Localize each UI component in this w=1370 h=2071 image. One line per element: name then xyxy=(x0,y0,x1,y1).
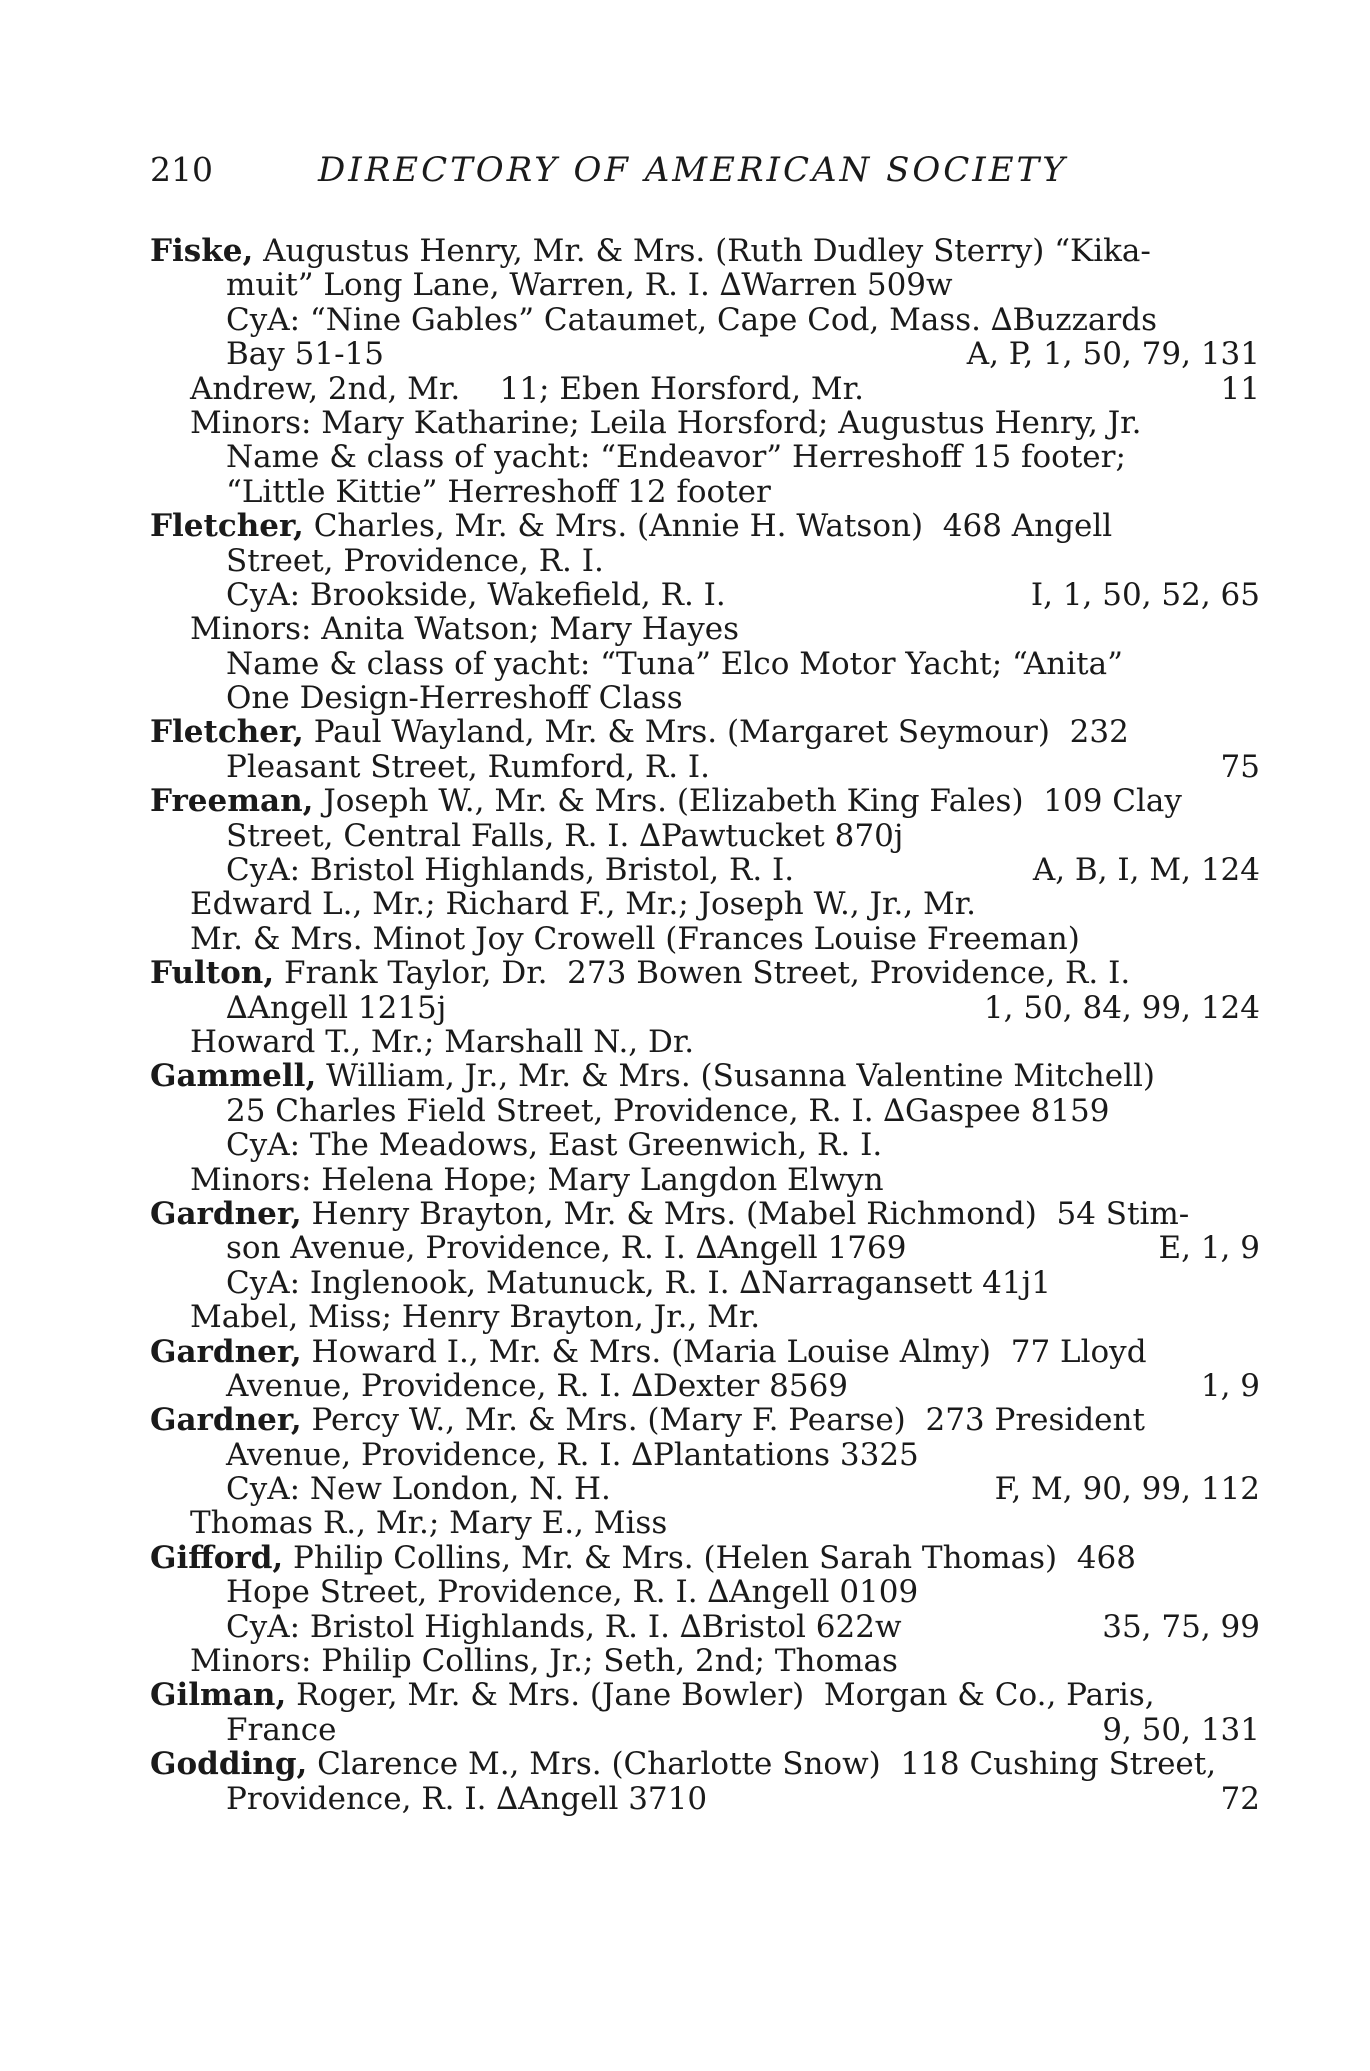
entry-text: Clarence M., Mrs. (Charlotte Snow) 118 Cushing Street, xyxy=(307,1746,1217,1783)
club-codes: F, M, 90, 99, 112 xyxy=(994,1471,1260,1508)
entry-text: Howard I., Mr. & Mrs. (Maria Louise Almy) 77 Lloyd xyxy=(301,1333,1147,1370)
entry-text: Avenue, Providence, R. I. ∆Plantations 3325 xyxy=(226,1436,919,1473)
entry-text: Thomas R., Mr.; Mary E., Miss xyxy=(190,1505,668,1542)
entry-line xyxy=(150,715,1260,749)
directory-entry xyxy=(150,234,1260,509)
entry-surname: Gammell, xyxy=(150,1058,317,1095)
page-header xyxy=(150,150,1260,194)
entry-text: Augustus Henry, Mr. & Mrs. (Ruth Dudley Sterry) “Kika- xyxy=(253,233,1151,269)
entry-surname: Gilman, xyxy=(150,1677,287,1714)
entry-text: ∆Angell 1215j xyxy=(226,989,447,1026)
entry-text: Howard T., Mr.; Marshall N., Dr. xyxy=(190,1023,695,1060)
entry-line xyxy=(150,887,1260,921)
entry-text: France xyxy=(226,1711,337,1748)
entry-surname: Gifford, xyxy=(150,1539,284,1576)
entry-line xyxy=(150,922,1260,956)
entry-line xyxy=(150,853,1260,887)
entry-line xyxy=(150,819,1260,853)
entry-text: Paul Wayland, Mr. & Mrs. (Margaret Seymour) 232 xyxy=(303,714,1129,751)
entry-line xyxy=(150,956,1260,990)
entry-line xyxy=(150,337,1260,371)
entry-line xyxy=(150,1610,1260,1644)
entry-line xyxy=(150,1678,1260,1712)
directory-entry xyxy=(150,1403,1260,1541)
entry-text: CyA: The Meadows, East Greenwich, R. I. xyxy=(226,1127,883,1164)
entry-text: Pleasant Street, Rumford, R. I. xyxy=(226,748,710,785)
entry-line xyxy=(150,1025,1260,1059)
entry-line xyxy=(150,234,1260,268)
club-codes: 35, 75, 99 xyxy=(1102,1608,1260,1645)
entry-text: Avenue, Providence, R. I. ∆Dexter 8569 xyxy=(226,1367,849,1404)
entry-text: CyA: Brookside, Wakefield, R. I. xyxy=(226,576,726,613)
entry-surname: Gardner, xyxy=(150,1333,302,1370)
entry-line xyxy=(150,1403,1260,1437)
entry-surname: Fiske, xyxy=(150,233,254,269)
entry-surname: Fletcher, xyxy=(150,508,304,545)
entry-text: CyA: New London, N. H. xyxy=(226,1471,611,1508)
entry-line xyxy=(150,1059,1260,1093)
entry-line xyxy=(150,440,1260,474)
entry-text: Name & class of yacht: “Tuna” Elco Motor Yacht; “Anita” xyxy=(226,645,1123,682)
entry-line xyxy=(150,1713,1260,1747)
entry-text: Providence, R. I. ∆Angell 3710 xyxy=(226,1780,708,1817)
club-codes: 1, 9 xyxy=(1200,1367,1260,1404)
entry-line xyxy=(150,1231,1260,1265)
entry-text: Andrew, 2nd, Mr. 11; Eben Horsford, Mr. xyxy=(190,370,864,407)
entry-text: Frank Taylor, Dr. 273 Bowen Street, Providence, R. I. xyxy=(274,955,1131,992)
entry-line xyxy=(150,1644,1260,1678)
entry-text: Minors: Philip Collins, Jr.; Seth, 2nd; Thomas xyxy=(190,1643,898,1680)
directory-entry xyxy=(150,1678,1260,1747)
entry-surname: Fletcher, xyxy=(150,714,304,751)
entry-text: William, Jr., Mr. & Mrs. (Susanna Valentine Mitchell) xyxy=(316,1058,1155,1095)
club-codes: A, P, 1, 50, 79, 131 xyxy=(966,336,1260,373)
entry-line xyxy=(150,1747,1260,1781)
entry-line xyxy=(150,1300,1260,1334)
entry-text: son Avenue, Providence, R. I. ∆Angell 1769 xyxy=(226,1230,907,1267)
entry-text: Edward L., Mr.; Richard F., Mr.; Joseph W., Jr., Mr. xyxy=(190,886,977,923)
club-codes: A, B, I, M, 124 xyxy=(1032,852,1260,889)
entry-line xyxy=(150,372,1260,406)
entry-line xyxy=(150,1369,1260,1403)
entry-text: Joseph W., Mr. & Mrs. (Elizabeth King Fales) 109 Clay xyxy=(313,783,1182,820)
club-codes: 1, 50, 84, 99, 124 xyxy=(983,989,1260,1026)
directory-entry xyxy=(150,1747,1260,1816)
entry-text: Percy W., Mr. & Mrs. (Mary F. Pearse) 273 President xyxy=(301,1402,1145,1439)
entry-line xyxy=(150,1541,1260,1575)
entry-text: Name & class of yacht: “Endeavor” Herreshoff 15 footer; xyxy=(226,439,1126,476)
entry-line xyxy=(150,1506,1260,1540)
entry-text: CyA: Bristol Highlands, Bristol, R. I. xyxy=(226,852,795,889)
entry-line xyxy=(150,750,1260,784)
entry-line xyxy=(150,1472,1260,1506)
entry-text: Charles, Mr. & Mrs. (Annie H. Watson) 468 Angell xyxy=(303,508,1113,545)
entry-text: CyA: Inglenook, Matunuck, R. I. ∆Narragansett 41j1 xyxy=(226,1264,1051,1301)
entry-line xyxy=(150,1266,1260,1300)
entry-text: CyA: “Nine Gables” Cataumet, Cape Cod, Mass. ∆Buzzards xyxy=(226,301,1157,338)
directory-entry xyxy=(150,1541,1260,1679)
entry-text: Philip Collins, Mr. & Mrs. (Helen Sarah Thomas) 468 xyxy=(283,1539,1136,1576)
entry-line xyxy=(150,1438,1260,1472)
directory-entry xyxy=(150,1197,1260,1335)
entry-text: Street, Central Falls, R. I. ∆Pawtucket 870j xyxy=(226,817,904,854)
entry-line xyxy=(150,681,1260,715)
entry-text: Mabel, Miss; Henry Brayton, Jr., Mr. xyxy=(190,1299,761,1336)
entry-text: Roger, Mr. & Mrs. (Jane Bowler) Morgan & Co., Paris, xyxy=(286,1677,1155,1714)
club-codes: I, 1, 50, 52, 65 xyxy=(1030,576,1260,613)
entry-line xyxy=(150,1575,1260,1609)
entry-line xyxy=(150,268,1260,302)
club-codes: 72 xyxy=(1220,1780,1260,1817)
entry-text: One Design-Herreshoff Class xyxy=(226,680,683,717)
directory-entry xyxy=(150,715,1260,784)
entry-line xyxy=(150,647,1260,681)
entry-text: Street, Providence, R. I. xyxy=(226,542,604,579)
directory-entry xyxy=(150,1335,1260,1404)
entry-line xyxy=(150,578,1260,612)
entry-surname: Gardner, xyxy=(150,1402,302,1439)
club-codes: 75 xyxy=(1220,748,1260,785)
entry-line xyxy=(150,406,1260,440)
entry-text: Minors: Anita Watson; Mary Hayes xyxy=(190,611,740,648)
entry-line xyxy=(150,544,1260,578)
club-codes: 9, 50, 131 xyxy=(1102,1711,1260,1748)
entry-text: “Little Kittie” Herreshoff 12 footer xyxy=(226,473,771,510)
directory-entries xyxy=(150,234,1260,1816)
entry-text: CyA: Bristol Highlands, R. I. ∆Bristol 622w xyxy=(226,1608,902,1645)
entry-text: Minors: Mary Katharine; Leila Horsford; Augustus Henry, Jr. xyxy=(190,404,1142,441)
entry-line xyxy=(150,1163,1260,1197)
entry-line xyxy=(150,1782,1260,1816)
entry-line xyxy=(150,1094,1260,1128)
directory-entry xyxy=(150,1059,1260,1197)
club-codes: E, 1, 9 xyxy=(1158,1230,1260,1267)
entry-text: Hope Street, Providence, R. I. ∆Angell 0109 xyxy=(226,1574,919,1611)
entry-line xyxy=(150,1197,1260,1231)
entry-line xyxy=(150,612,1260,646)
running-title: DIRECTORY OF AMERICAN SOCIETY xyxy=(318,150,1068,190)
entry-line xyxy=(150,1335,1260,1369)
entry-line xyxy=(150,1128,1260,1162)
entry-line xyxy=(150,509,1260,543)
page-number: 210 xyxy=(150,150,213,189)
entry-surname: Godding, xyxy=(150,1746,308,1783)
directory-entry xyxy=(150,509,1260,715)
entry-text: muit” Long Lane, Warren, R. I. ∆Warren 509w xyxy=(226,267,953,304)
directory-entry xyxy=(150,784,1260,956)
entry-line xyxy=(150,784,1260,818)
directory-entry xyxy=(150,956,1260,1059)
entry-line xyxy=(150,475,1260,509)
club-codes: 11 xyxy=(1220,370,1260,407)
entry-text: Henry Brayton, Mr. & Mrs. (Mabel Richmond) 54 Stim- xyxy=(301,1195,1190,1232)
entry-text: 25 Charles Field Street, Providence, R. I. ∆Gaspee 8159 xyxy=(226,1092,1110,1129)
entry-text: Bay 51-15 xyxy=(226,336,384,373)
entry-line xyxy=(150,991,1260,1025)
entry-text: Minors: Helena Hope; Mary Langdon Elwyn xyxy=(190,1161,884,1198)
entry-surname: Freeman, xyxy=(150,783,314,820)
entry-surname: Fulton, xyxy=(150,955,275,992)
entry-line xyxy=(150,303,1260,337)
entry-surname: Gardner, xyxy=(150,1195,302,1232)
entry-text: Mr. & Mrs. Minot Joy Crowell (Frances Louise Freeman) xyxy=(190,920,1080,957)
